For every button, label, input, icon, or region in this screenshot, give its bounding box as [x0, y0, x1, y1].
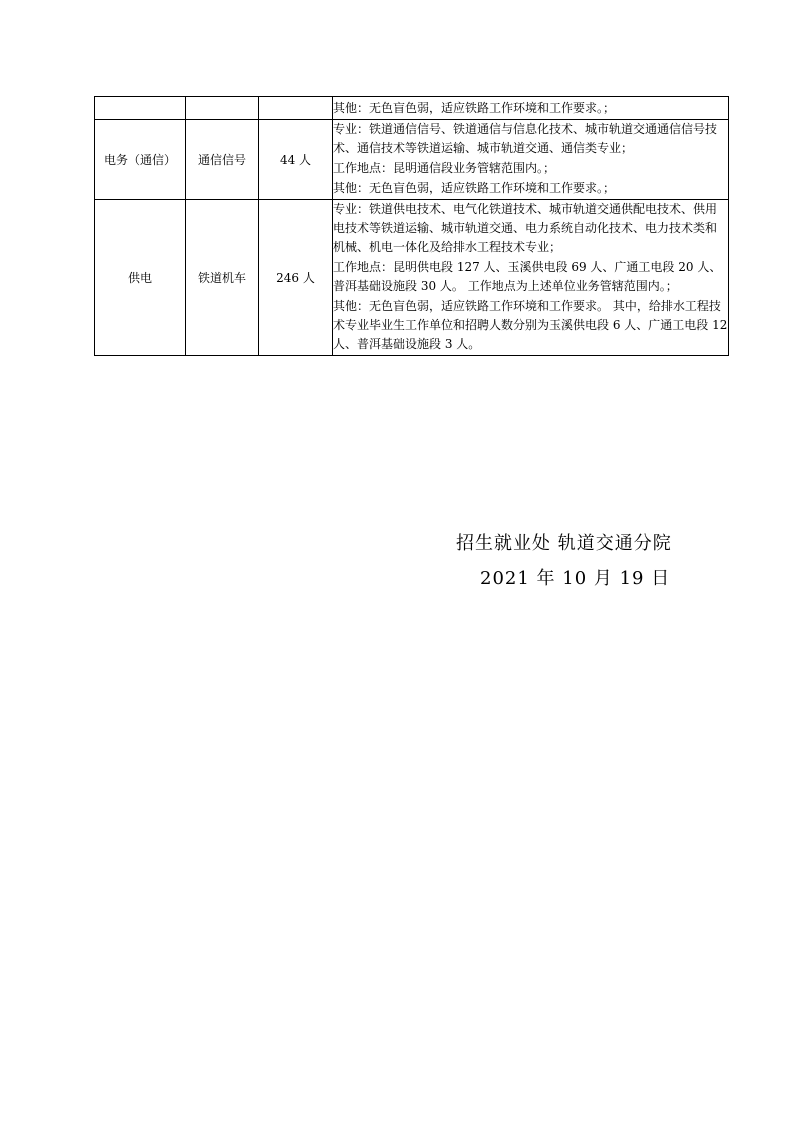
work-location: 工作地点：昆明通信段业务管辖范围内。； — [333, 161, 556, 175]
major-requirements: 专业：铁道通信信号、铁道通信与信息化技术、城市轨道交通通信信号技术、通信技术等铁道运输、城市轨道交通、通信类专业； — [333, 122, 718, 155]
table-row — [95, 120, 729, 200]
count-cell: 44 人 — [259, 120, 333, 200]
requirements-cell — [333, 97, 729, 120]
table-row — [95, 200, 729, 356]
count-cell: 246 人 — [259, 200, 333, 356]
work-location: 工作地点：昆明供电段 127 人、玉溪供电段 69 人、广通工电段 20 人、普洱基础设施段 30 人。 工作地点为上述单位业务管辖范围内。； — [333, 260, 722, 293]
dept-cell: 电务（通信） — [95, 120, 186, 200]
signature-organization: 招生就业处 轨道交通分院 — [456, 533, 672, 554]
table-row — [95, 97, 729, 120]
position-cell: 通信信号 — [186, 120, 259, 200]
dept-cell — [95, 97, 186, 120]
major-requirements: 专业：铁道供电技术、电气化铁道技术、城市轨道交通供配电技术、供用电技术等铁道运输、城市轨道交通、电力系统自动化技术、电力技术类和机械、机电一体化及给排水工程技术专业； — [333, 202, 718, 254]
requirements-cell — [333, 120, 729, 200]
recruitment-table — [94, 96, 729, 356]
signature-date: 2021 年 10 月 19 日 — [480, 568, 671, 589]
count-cell — [259, 97, 333, 120]
requirements-cell — [333, 200, 729, 356]
position-cell — [186, 97, 259, 120]
other-requirements: 其他：无色盲色弱，适应铁路工作环境和工作要求。； — [333, 181, 616, 195]
other-requirements: 其他：无色盲色弱，适应铁路工作环境和工作要求。 其中，给排水工程技术专业毕业生工作单位和招聘人数分别为玉溪供电段 6 人、广通工电段 12 人、普洱基础设施段 3 人。 — [333, 299, 728, 351]
other-requirements: 其他：无色盲色弱，适应铁路工作环境和工作要求。； — [333, 101, 616, 115]
position-cell: 铁道机车 — [186, 200, 259, 356]
dept-cell: 供电 — [95, 200, 186, 356]
